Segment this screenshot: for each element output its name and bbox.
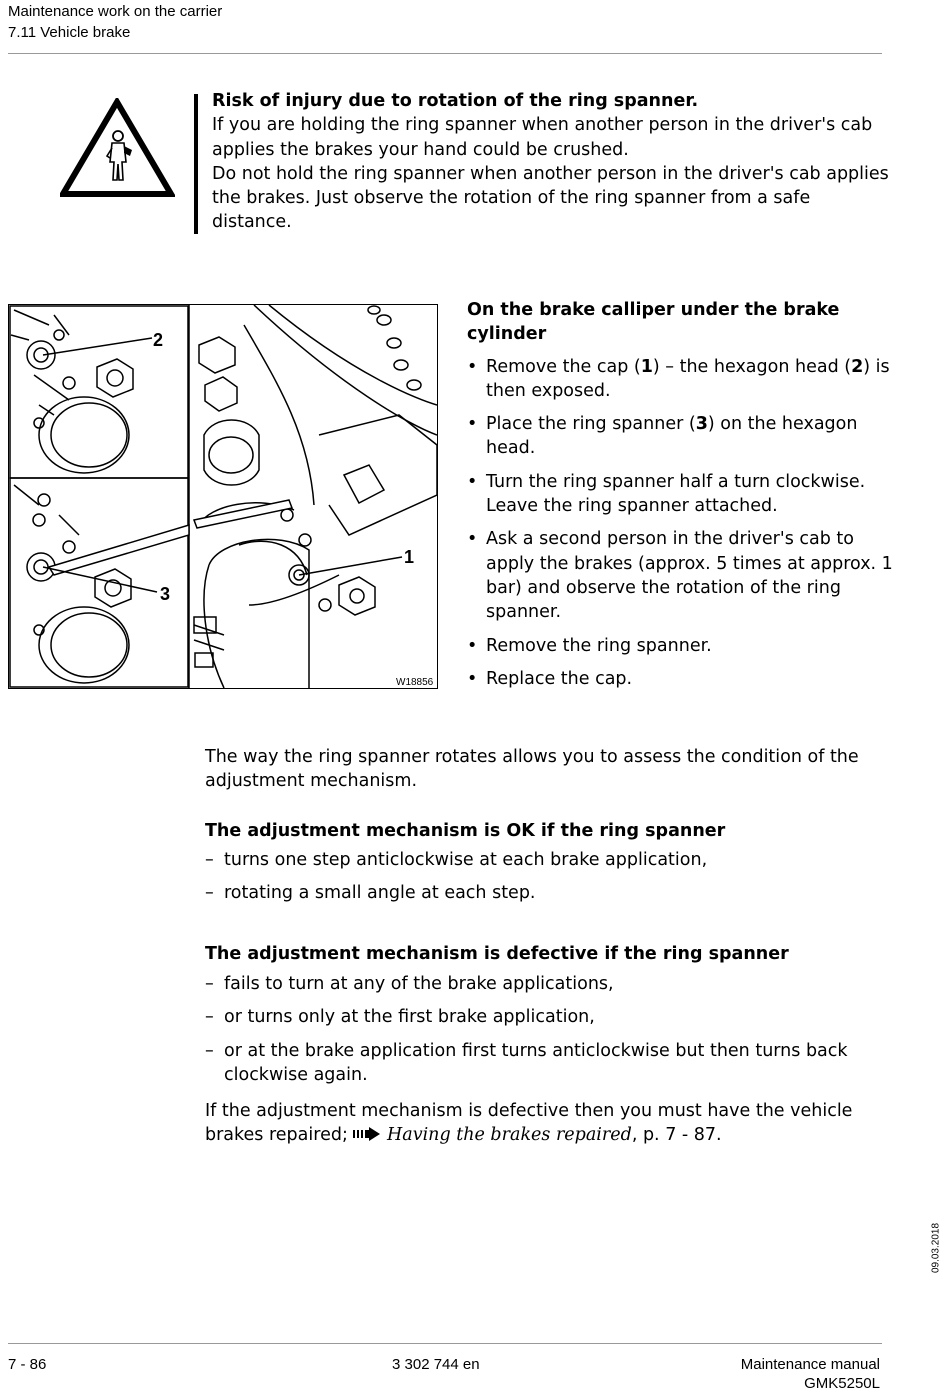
list-item: – rotating a small angle at each step. xyxy=(205,881,895,905)
step-6: • Replace the cap. xyxy=(467,667,907,691)
footer-manual: Maintenance manual xyxy=(740,1356,880,1373)
brake-calliper-drawing xyxy=(9,305,437,688)
closing-paragraph xyxy=(205,1099,895,1148)
list-item: – turns one step anticlockwise at each brake application, xyxy=(205,848,895,872)
ok-section-title: The adjustment mechanism is OK if the ring spanner xyxy=(205,821,726,841)
cross-reference-link[interactable]: Having the brakes repaired xyxy=(387,1125,632,1146)
defective-section-list xyxy=(205,972,895,1096)
step-5: • Remove the ring spanner. xyxy=(467,634,907,658)
callout-3: 3 xyxy=(160,584,171,604)
warning-bar xyxy=(194,94,198,234)
warning-line-1: If you are holding the ring spanner when another person in the driver's cab applies the brakes your hand could be crushed. xyxy=(212,115,873,160)
header-divider xyxy=(8,53,882,54)
procedure-title: On the brake calliper under the brake cylinder xyxy=(467,300,840,345)
figure-code: W18856 xyxy=(396,677,434,688)
brake-calliper-illustration xyxy=(8,304,438,689)
cross-reference-page: , p. 7 - 87. xyxy=(631,1125,722,1146)
footer-doc-number: 3 302 744 en xyxy=(392,1356,480,1373)
warning-line-2: Do not hold the ring spanner when another person in the driver's cab applies the brakes. Just observe the rotation of the ring spanner from a safe distance. xyxy=(212,163,889,233)
ok-section-list xyxy=(205,848,895,915)
cross-reference-arrow-icon xyxy=(353,1127,381,1141)
closing-text: If the adjustment mechanism is defective then you must have the vehicle brakes repaired; xyxy=(205,1101,853,1146)
warning-text xyxy=(212,89,892,235)
step-2: • Place the ring spanner (3) on the hexagon head. xyxy=(467,412,907,461)
intro-paragraph: The way the ring spanner rotates allows you to assess the condition of the adjustment mechanism. xyxy=(205,747,859,792)
footer-model: GMK5250L xyxy=(804,1375,880,1392)
list-item: – or at the brake application first turns anticlockwise but then turns back clockwise again. xyxy=(205,1039,895,1088)
footer-page-number: 7 - 86 xyxy=(8,1356,47,1373)
header-chapter: 7.11 Vehicle brake xyxy=(8,24,131,41)
crush-hazard-warning-icon xyxy=(60,98,175,198)
step-4: • Ask a second person in the driver's cab to apply the brakes (approx. 5 times at approx. 1 bar) and observe the rotation of the ring spanner. xyxy=(467,527,907,624)
step-3: • Turn the ring spanner half a turn clockwise. Leave the ring spanner attached. xyxy=(467,470,907,519)
side-date: 09.03.2018 xyxy=(930,1222,942,1274)
callout-2: 2 xyxy=(153,330,164,350)
callout-1: 1 xyxy=(404,547,415,567)
header-section: Maintenance work on the carrier xyxy=(8,3,223,20)
step-1: • Remove the cap (1) – the hexagon head (2) is then exposed. xyxy=(467,355,907,404)
defective-section-title: The adjustment mechanism is defective if the ring spanner xyxy=(205,944,789,964)
procedure xyxy=(467,298,907,700)
list-item: – or turns only at the first brake application, xyxy=(205,1005,895,1029)
warning-title: Risk of injury due to rotation of the ring spanner. xyxy=(212,91,699,111)
footer-divider xyxy=(8,1343,882,1344)
list-item: – fails to turn at any of the brake applications, xyxy=(205,972,895,996)
